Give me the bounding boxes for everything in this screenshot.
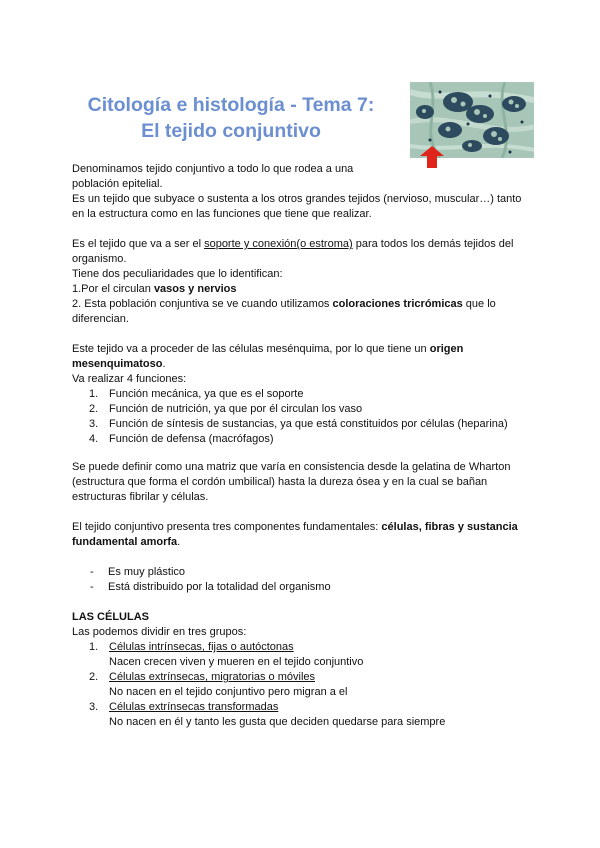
dash-bullet: -: [90, 581, 94, 593]
intro-line-2: población epitelial.: [72, 178, 163, 190]
list-number: 3.: [89, 701, 99, 713]
list-number: 3.: [89, 418, 99, 430]
title-line-2: El tejido conjuntivo: [141, 120, 321, 142]
bold-term: origen: [429, 343, 464, 355]
bold-term: fundamental amorfa: [72, 536, 178, 548]
matrix-line-2: (estructura que forma el cordón umbilical) hasta la dureza ósea y en la cual se bañan: [72, 476, 488, 488]
origin-line-2: [72, 357, 538, 372]
list-item: [72, 580, 538, 595]
list-text: Función mecánica, ya que es el soporte: [109, 388, 304, 400]
dash-bullet: -: [90, 566, 94, 578]
list-item: [72, 402, 538, 417]
text-span: Es el tejido que va a ser el: [72, 238, 205, 250]
page-title: [72, 92, 390, 144]
intro-line-4: en la estructura como en las funciones que tiene que realizar.: [72, 208, 372, 220]
bold-term: células, fibras y sustancia: [381, 521, 518, 533]
cell-group-desc: No nacen en él y tanto les gusta que deciden quedarse para siempre: [109, 716, 446, 728]
cell-group-desc: No nacen en el tejido conjuntivo pero migran a el: [109, 686, 348, 698]
functions-intro: Va realizar 4 funciones:: [72, 373, 187, 385]
document-body: [72, 162, 538, 730]
matrix-line-3: estructuras fibrilar y células.: [72, 491, 209, 503]
text-span: que lo: [462, 298, 496, 310]
origin-line: [72, 342, 538, 357]
peculiarity-2-cont: diferencian.: [72, 313, 129, 325]
list-text: Es muy plástico: [108, 566, 186, 578]
bold-term: mesenquimatoso: [72, 358, 163, 370]
list-item: [72, 432, 538, 447]
list-item: [72, 417, 538, 432]
text-span: 2. Esta población conjuntiva se ve cuando utilizamos: [72, 298, 333, 310]
list-text: Función de síntesis de sustancias, ya que está constituidos por células (heparina): [109, 418, 508, 430]
cell-group-desc: Nacen crecen viven y mueren en el tejido conjuntivo: [109, 656, 364, 668]
text-span: 1.Por el circulan: [72, 283, 154, 295]
cell-group-name: Células extrínsecas, migratorias o móviles: [109, 671, 316, 683]
text-span: .: [162, 358, 166, 370]
text-span: Este tejido va a proceder de las células mesénquima, por lo que tiene un: [72, 343, 430, 355]
list-number: 1.: [89, 388, 99, 400]
cell-group-name: Células extrínsecas transformadas: [109, 701, 279, 713]
bold-term: vasos y nervios: [153, 283, 237, 295]
list-text: Está distribuido por la totalidad del organismo: [108, 581, 331, 593]
underlined-term: soporte y conexión(o estroma): [204, 238, 353, 250]
list-number: 4.: [89, 433, 99, 445]
list-number: 1.: [89, 641, 99, 653]
peculiarity-1: [72, 282, 538, 297]
list-number: 2.: [89, 671, 99, 683]
bold-term: coloraciones tricrómicas: [332, 298, 463, 310]
list-text: Función de defensa (macrófagos): [109, 433, 274, 445]
list-text: Función de nutrición, ya que por él circulan los vaso: [109, 403, 363, 415]
text-span: .: [177, 536, 181, 548]
stroma-line-2: organismo.: [72, 253, 127, 265]
components-line-2: [72, 535, 538, 550]
text-span: para todos los demás tejidos del: [352, 238, 514, 250]
list-item: [72, 565, 538, 580]
text-span: El tejido conjuntivo presenta tres componentes fundamentales:: [72, 521, 382, 533]
stroma-line: [72, 237, 538, 252]
list-item: [72, 700, 538, 715]
title-line-1: Citología e histología - Tema 7:: [87, 94, 375, 116]
peculiarities-intro: Tiene dos peculiaridades que lo identifican:: [72, 268, 283, 280]
intro-line-1: Denominamos tejido conjuntivo a todo lo que rodea a una: [72, 163, 354, 175]
section-heading: LAS CÉLULAS: [72, 611, 149, 623]
cell-group-name: Células intrínsecas, fijas o autóctonas: [109, 641, 294, 653]
matrix-line-1: Se puede definir como una matriz que varía en consistencia desde la gelatina de Wharton: [72, 461, 511, 473]
components-line: [72, 520, 538, 535]
intro-line-3: Es un tejido que subyace o sustenta a los otros grandes tejidos (nervioso, muscular…) tanto: [72, 193, 522, 205]
cells-intro: Las podemos dividir en tres grupos:: [72, 626, 247, 638]
list-item: [72, 387, 538, 402]
list-number: 2.: [89, 403, 99, 415]
peculiarity-2: [72, 297, 538, 312]
list-item: [72, 640, 538, 655]
list-item: [72, 670, 538, 685]
